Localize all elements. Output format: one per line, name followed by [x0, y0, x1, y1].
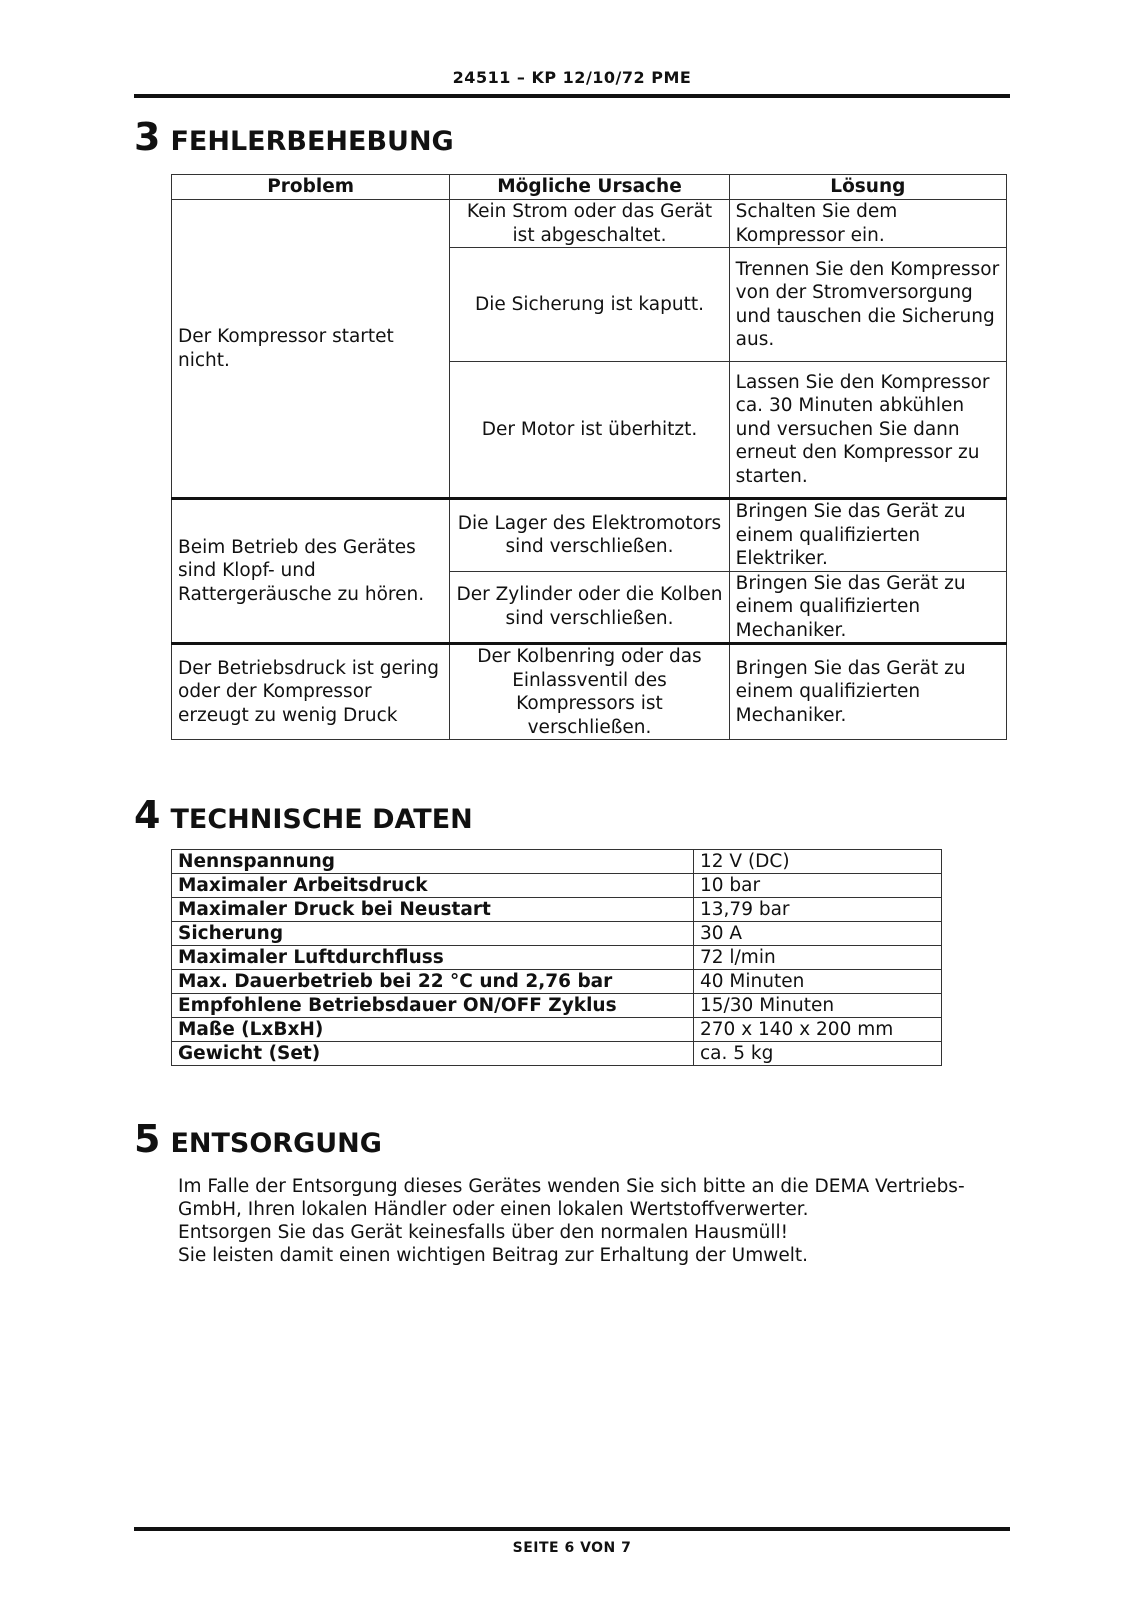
spec-label: Gewicht (Set) [172, 1042, 694, 1066]
spec-label: Maximaler Arbeitsdruck [172, 874, 694, 898]
table-row [172, 874, 942, 898]
table-row [172, 994, 942, 1018]
column-header-problem: Problem [172, 175, 450, 200]
header-rule [134, 94, 1010, 98]
section-heading-troubleshooting [134, 115, 454, 159]
footer-rule [134, 1527, 1010, 1531]
table-row [172, 200, 1007, 248]
spec-value: 15/30 Minuten [694, 994, 942, 1018]
spec-label: Nennspannung [172, 850, 694, 874]
solution-cell: Schalten Sie dem Kompressor ein. [729, 200, 1006, 248]
spec-value: 12 V (DC) [694, 850, 942, 874]
spec-value: ca. 5 kg [694, 1042, 942, 1066]
cause-cell: Die Lager des Elektromotors sind verschließen. [450, 499, 729, 572]
solution-cell: Bringen Sie das Gerät zu einem qualifizierten Mechaniker. [729, 571, 1006, 644]
table-row [172, 922, 942, 946]
section-number: 4 [134, 793, 161, 837]
table-row [172, 898, 942, 922]
section-number: 3 [134, 115, 161, 159]
table-row [172, 850, 942, 874]
section-title: FEHLERBEHEBUNG [170, 126, 454, 157]
disposal-paragraph: Im Falle der Entsorgung dieses Gerätes wenden Sie sich bitte an die DEMA Vertriebs-GmbH, Ihren lokalen Händler oder einen lokalen Wertstoffverwerter. [178, 1176, 965, 1220]
spec-value: 72 l/min [694, 946, 942, 970]
spec-value: 40 Minuten [694, 970, 942, 994]
section-heading-disposal [134, 1117, 382, 1161]
disposal-note: Sie leisten damit einen wichtigen Beitrag zur Erhaltung der Umwelt. [178, 1245, 809, 1266]
cause-cell: Der Motor ist überhitzt. [450, 362, 729, 499]
section-heading-technical-data [134, 793, 473, 837]
disposal-warning: Entsorgen Sie das Gerät keinesfalls über den normalen Hausmüll! [178, 1222, 789, 1243]
table-row [172, 1018, 942, 1042]
spec-label: Maximaler Druck bei Neustart [172, 898, 694, 922]
section-title: TECHNISCHE DATEN [170, 804, 473, 835]
table-row [172, 946, 942, 970]
section-number: 5 [134, 1117, 161, 1161]
spec-label: Maximaler Luftdurchfluss [172, 946, 694, 970]
problem-cell: Beim Betrieb des Gerätes sind Klopf- und Rattergeräusche zu hören. [172, 499, 450, 644]
spec-value: 13,79 bar [694, 898, 942, 922]
cause-cell: Kein Strom oder das Gerät ist abgeschaltet. [450, 200, 729, 248]
troubleshooting-table [171, 174, 1007, 740]
cause-cell: Der Kolbenring oder das Einlassventil des Kompressors ist verschließen. [450, 644, 729, 740]
document-header-title: 24511 – KP 12/10/72 PME [452, 68, 692, 87]
problem-cell: Der Kompressor startet nicht. [172, 200, 450, 499]
spec-value: 10 bar [694, 874, 942, 898]
technical-data-table [171, 849, 942, 1066]
spec-value: 30 A [694, 922, 942, 946]
column-header-solution: Lösung [729, 175, 1006, 200]
table-row [172, 499, 1007, 572]
page-number: SEITE 6 VON 7 [512, 1540, 632, 1556]
table-row [172, 644, 1007, 740]
solution-cell: Trennen Sie den Kompressor von der Stromversorgung und tauschen die Sicherung aus. [729, 248, 1006, 362]
table-header-row [172, 175, 1007, 200]
spec-label: Maße (LxBxH) [172, 1018, 694, 1042]
spec-label: Max. Dauerbetrieb bei 22 °C und 2,76 bar [172, 970, 694, 994]
problem-cell: Der Betriebsdruck ist gering oder der Kompressor erzeugt zu wenig Druck [172, 644, 450, 740]
cause-cell: Die Sicherung ist kaputt. [450, 248, 729, 362]
column-header-cause: Mögliche Ursache [450, 175, 729, 200]
spec-label: Empfohlene Betriebsdauer ON/OFF Zyklus [172, 994, 694, 1018]
table-row [172, 970, 942, 994]
solution-cell: Lassen Sie den Kompressor ca. 30 Minuten abkühlen und versuchen Sie dann erneut den Kompressor zu starten. [729, 362, 1006, 499]
spec-label: Sicherung [172, 922, 694, 946]
spec-value: 270 x 140 x 200 mm [694, 1018, 942, 1042]
solution-cell: Bringen Sie das Gerät zu einem qualifizierten Elektriker. [729, 499, 1006, 572]
section-title: ENTSORGUNG [170, 1128, 382, 1159]
solution-cell: Bringen Sie das Gerät zu einem qualifizierten Mechaniker. [729, 644, 1006, 740]
table-row [172, 1042, 942, 1066]
cause-cell: Der Zylinder oder die Kolben sind verschließen. [450, 571, 729, 644]
